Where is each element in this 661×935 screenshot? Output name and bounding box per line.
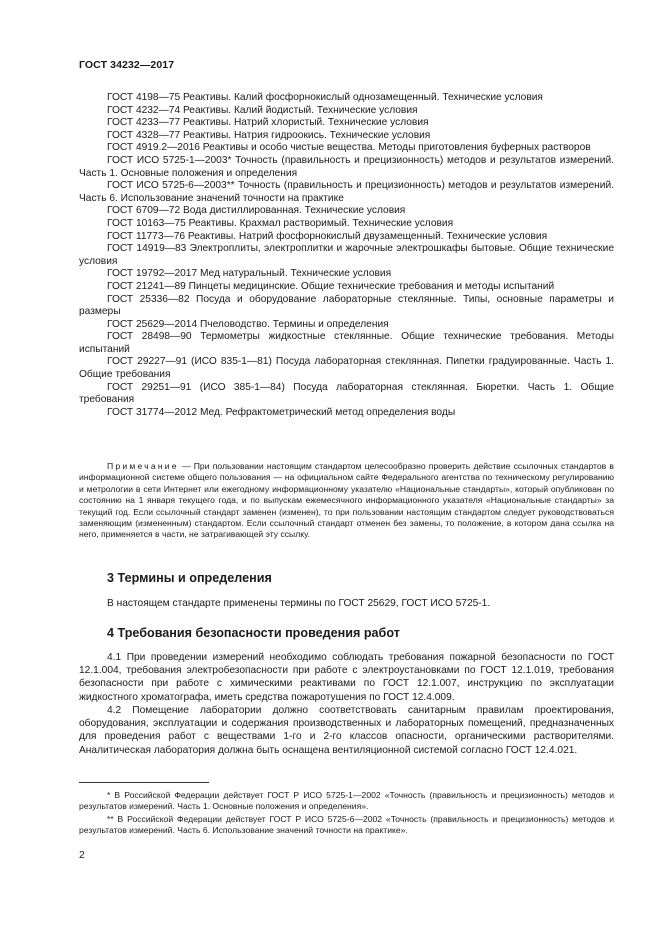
note-label: Примечание [107,461,179,471]
reference-item: ГОСТ 6709—72 Вода дистиллированная. Технические условия [107,205,406,217]
reference-item: ГОСТ 4198—75 Реактивы. Калий фосфорнокислый однозамещенный. Технические условия [107,92,543,103]
reference-item: ГОСТ ИСО 5725-6—2003** Точность (правильность и прецизионность) методов и результатов измерений. Часть 6. Использование значений точности на практике [79,180,614,204]
paragraph-4-2: 4.2 Помещение лаборатории должно соответствовать санитарным правилам проектирования, оборудования, эксплуатации и содержания производственных и лабораторных помещений, предназначенных для проведения работ с веществами 1-го и 2-го классов опасности, органическими растворителями. Аналитическая лаборатория должна быть оснащена вентиляционной системой согласно ГОСТ 12.4.021. [79,705,614,756]
reference-item: ГОСТ 25629—2014 Пчеловодство. Термины и определения [107,318,389,330]
footnote-separator [79,782,209,783]
footnote-1: * В Российской Федерации действует ГОСТ Р ИСО 5725-1—2002 «Точность (правильность и прецизионность) методов и результатов измерений. Часть 1. Основные положения и определения». [79,790,614,812]
reference-item: ГОСТ 4232—74 Реактивы. Калий йодистый. Технические условия [107,104,418,116]
reference-item: ГОСТ 25336—82 Посуда и оборудование лабораторные стеклянные. Типы, основные параметры и размеры [79,293,614,318]
reference-item: ГОСТ 4328—77 Реактивы. Натрия гидроокись. Технические условия [107,129,431,141]
reference-item: ГОСТ 11773—76 Реактивы. Натрий фосфорнокислый двузамещенный. Технические условия [107,230,548,242]
reference-item: ГОСТ 4233—77 Реактивы. Натрий хлористый. Технические условия [107,117,429,129]
page-number: 2 [79,849,85,861]
paragraph-4-1: 4.1 При проведении измерений необходимо соблюдать требования пожарной безопасности по ГОСТ 12.1.004, требования электробезопасности при работе с электроустановками по ГОСТ 12.1.019, требования безопасности при работе с химическими реактивами по ГОСТ 12.1.007, инструкцию по эксплуатации жидкостного хроматографа, иметь средства пожаротушения по ГОСТ 12.4.009. [79,652,614,703]
note-block [79,461,614,541]
reference-item: ГОСТ 29251—91 (ИСО 385-1—84) Посуда лабораторная стеклянная. Бюретки. Часть 1. Общие требования [79,381,614,406]
footnote-2: ** В Российской Федерации действует ГОСТ Р ИСО 5725-6—2002 «Точность (правильность и прецизионность) методов и результатов измерений. Часть 6. Использование значений точности на практике». [79,814,614,836]
reference-item: ГОСТ 28498—90 Термометры жидкостные стеклянные. Общие технические требования. Методы испытаний [79,331,614,355]
section-3-text: В настоящем стандарте применены термины по ГОСТ 25629, ГОСТ ИСО 5725-1. [107,598,491,609]
reference-item: ГОСТ 19792—2017 Мед натуральный. Технические условия [107,268,392,280]
reference-item: ГОСТ 10163—75 Реактивы. Крахмал растворимый. Технические условия [107,217,454,229]
reference-item: ГОСТ 14919—83 Электроплиты, электроплитки и жарочные электрошкафы бытовые. Общие технические условия [79,243,614,267]
section-4-heading: 4 Требования безопасности проведения работ [107,626,400,640]
reference-item: ГОСТ 29227—91 (ИСО 835-1—81) Посуда лабораторная стеклянная. Пипетки градуированные. Часть 1. Общие требования [79,356,614,381]
normative-references-list [79,92,614,419]
section-3-heading: 3 Термины и определения [107,571,272,585]
document-header: ГОСТ 34232—2017 [79,59,175,71]
reference-item: ГОСТ 31774—2012 Мед. Рефрактометрический метод определения воды [107,406,456,418]
reference-item: ГОСТ 21241—89 Пинцеты медицинские. Общие технические требования и методы испытаний [107,280,555,292]
reference-item: ГОСТ 4919.2—2016 Реактивы и особо чистые вещества. Методы приготовления буферных растворов [107,142,591,154]
note-text: — При пользовании настоящим стандартом целесообразно проверить действие ссылочных стандартов в информационной системе общего пользования — на официальном сайте Федерального агентства по техническому регулированию и метрологии в сети Интернет или ежегодному информационному указателю «Национальные стандарты», который опубликован по состоянию на 1 января текущего года, и по выпускам ежемесячного информационного указателя «Национальные стандарты» за текущий год. Если ссылочный стандарт заменен (изменен), то при пользовании настоящим стандартом следует руководствоваться заменяющим (измененным) стандартом. Если ссылочный стандарт отменен без замены, то положение, в котором дана ссылка на него, применяется в части, не затрагивающей эту ссылку. [79,461,614,540]
reference-item: ГОСТ ИСО 5725-1—2003* Точность (правильность и прецизионность) методов и результатов измерений. Часть 1. Основные положения и определения [79,154,614,179]
